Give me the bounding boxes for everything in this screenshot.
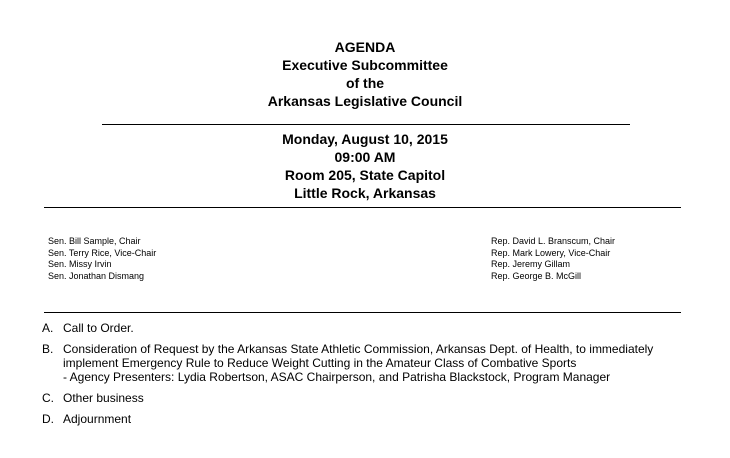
member-name: Sen. Missy Irvin <box>48 259 112 270</box>
member-name: Sen. Terry Rice, Vice-Chair <box>48 247 157 258</box>
agenda-item <box>42 321 702 335</box>
meeting-room: Room 205, State Capitol <box>284 167 446 183</box>
item-text <box>63 321 702 335</box>
agenda-item <box>42 342 702 384</box>
agenda-title: AGENDA <box>334 39 396 55</box>
item-letter: D. <box>42 412 54 426</box>
item-letter: B. <box>42 342 54 356</box>
item-letter: A. <box>42 321 54 335</box>
agenda-item <box>42 391 702 405</box>
senate-members <box>48 236 156 282</box>
committee-name: Executive Subcommittee <box>282 57 448 73</box>
item-line: Adjournment <box>63 412 132 426</box>
agenda-items <box>42 321 702 433</box>
item-line: implement Emergency Rule to Reduce Weight Cutting in the Amateur Class of Combative Sports <box>63 356 577 370</box>
meeting-time: 09:00 AM <box>334 149 396 165</box>
item-text <box>63 391 702 405</box>
item-text <box>63 412 702 426</box>
meeting-details <box>0 130 730 202</box>
details-divider <box>44 207 681 208</box>
item-text <box>63 342 702 384</box>
member-name: Rep. Mark Lowery, Vice-Chair <box>491 247 611 258</box>
member-name: Rep. Jeremy Gillam <box>491 259 571 270</box>
member-name: Sen. Jonathan Dismang <box>48 270 145 281</box>
member-name: Sen. Bill Sample, Chair <box>48 236 141 246</box>
council-name: Arkansas Legislative Council <box>267 93 463 109</box>
committee-connector: of the <box>345 75 385 91</box>
meeting-date: Monday, August 10, 2015 <box>282 131 448 147</box>
meeting-city: Little Rock, Arkansas <box>294 185 436 201</box>
house-members <box>491 236 615 282</box>
item-line: Call to Order. <box>63 321 134 335</box>
header-divider <box>102 124 630 125</box>
item-line: Consideration of Request by the Arkansas State Athletic Commission, Arkansas Dept. of Health, to immediately <box>63 342 654 356</box>
agenda-header <box>0 38 730 110</box>
member-name: Rep. George B. McGill <box>491 270 582 281</box>
member-name: Rep. David L. Branscum, Chair <box>491 236 616 246</box>
agenda-item <box>42 412 702 426</box>
item-line: Other business <box>63 391 144 405</box>
item-letter: C. <box>42 391 54 405</box>
item-line: - Agency Presenters: Lydia Robertson, ASAC Chairperson, and Patrisha Blackstock, Program Manager <box>63 370 611 384</box>
members-divider <box>44 312 681 313</box>
